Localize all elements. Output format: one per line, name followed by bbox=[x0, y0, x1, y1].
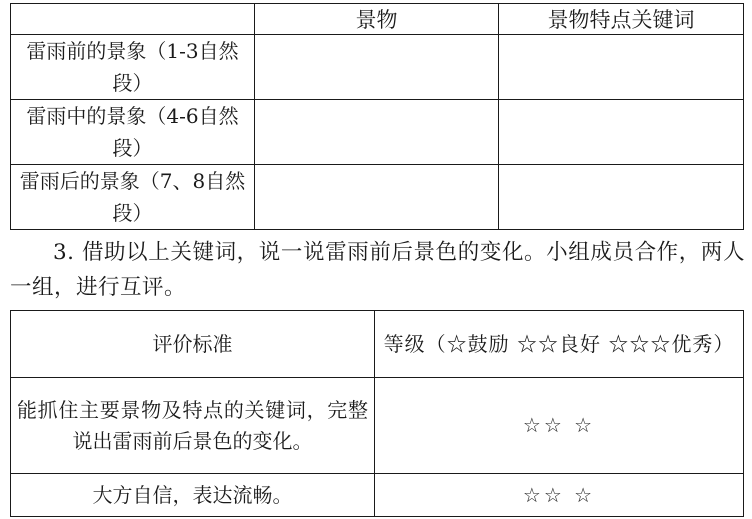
header-keywords: 景物特点关键词 bbox=[499, 4, 744, 35]
table-row bbox=[11, 378, 744, 474]
scenery-table-header-row bbox=[11, 4, 744, 35]
scenery-cell-during[interactable] bbox=[255, 100, 499, 165]
star-rating-2[interactable]: ☆☆ ☆ bbox=[375, 474, 744, 517]
evaluation-header-row bbox=[11, 311, 744, 378]
table-row bbox=[11, 474, 744, 517]
evaluation-table bbox=[10, 310, 744, 517]
table-row bbox=[11, 35, 744, 100]
criteria-cell-2: 大方自信，表达流畅。 bbox=[11, 474, 375, 517]
header-empty-cell bbox=[11, 4, 255, 35]
header-grade: 等级（☆鼓励 ☆☆良好 ☆☆☆优秀） bbox=[375, 311, 744, 378]
keywords-cell-during[interactable] bbox=[499, 100, 744, 165]
scenery-cell-before[interactable] bbox=[255, 35, 499, 100]
row-label-during: 雷雨中的景象（4-6自然段） bbox=[11, 100, 255, 165]
row-label-after: 雷雨后的景象（7、8自然段） bbox=[11, 165, 255, 230]
table-row bbox=[11, 100, 744, 165]
table-row bbox=[11, 165, 744, 230]
row-label-before: 雷雨前的景象（1-3自然段） bbox=[11, 35, 255, 100]
scenery-table bbox=[10, 3, 744, 230]
star-rating-1[interactable]: ☆☆ ☆ bbox=[375, 378, 744, 474]
header-criteria: 评价标准 bbox=[11, 311, 375, 378]
keywords-cell-before[interactable] bbox=[499, 35, 744, 100]
keywords-cell-after[interactable] bbox=[499, 165, 744, 230]
header-scenery: 景物 bbox=[255, 4, 499, 35]
task3-instruction: 3. 借助以上关键词，说一说雷雨前后景色的变化。小组成员合作，两人一组，进行互评。 bbox=[10, 240, 745, 300]
criteria-cell-1: 能抓住主要景物及特点的关键词，完整说出雷雨前后景色的变化。 bbox=[11, 378, 375, 474]
scenery-cell-after[interactable] bbox=[255, 165, 499, 230]
